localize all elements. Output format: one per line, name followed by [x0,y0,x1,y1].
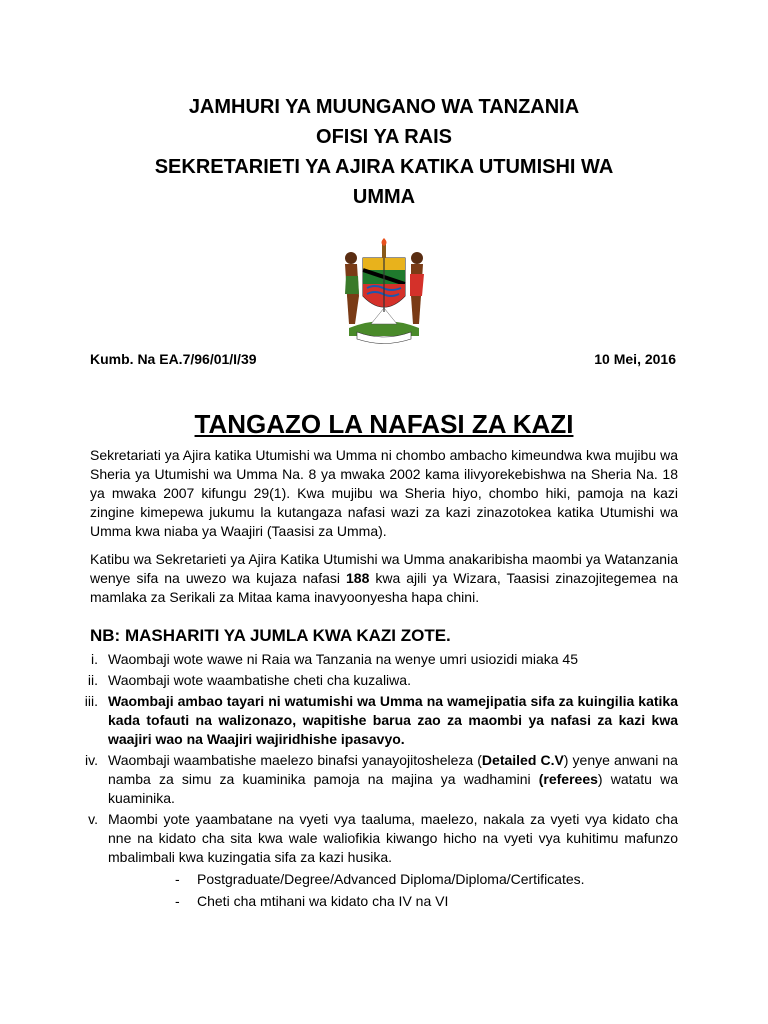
condition-text-d: (referees [538,771,598,787]
condition-item [84,692,678,749]
condition-number: iv. [85,752,98,768]
general-conditions-heading: NB: MASHARITI YA JUMLA KWA KAZI ZOTE. [90,626,451,645]
reference-number: Kumb. Na EA.7/96/01/I/39 [90,351,257,367]
conditions-list [0,650,768,911]
vacancy-count: 188 [346,570,370,586]
condition-text: Waombaji ambao tayari ni watumishi wa Umma na wamejipatia sifa za kuingilia katika kada tofauti na walizonazo, wapitishe barua zao za maombi ya nafasi za kazi kwa waajiri wao na Waajiri wajiridhishe ipasavyo. [108,693,678,747]
condition-item [91,650,678,669]
document-date: 10 Mei, 2016 [594,351,676,367]
header-line-4: UMMA [352,186,416,208]
condition-number: v. [88,811,98,827]
invitation-text-2: kwa ajili ya Wizara, Taasisi zinazojitegemea na mamlaka za Serikali za Mitaa kama inavyoonyesha hapa chini. [90,570,679,605]
condition-item [87,671,678,690]
header-line-2: OFISI YA RAIS [316,126,452,148]
sub-item-text: Cheti cha mtihani wa kidato cha IV na VI [197,893,449,909]
condition-text: Maombi yote yaambatane na vyeti vya taaluma, maelezo, nakala za vyeti vya kidato cha nne na kidato cha sita kwa wale waliofikia kiwango hicho na vyeti vya kuhitimu mafunzo mbalimbali kwa kuzingatia sifa za kazi husika. [108,811,678,865]
condition-item [85,751,678,808]
condition-number: i. [91,651,98,667]
invitation-paragraph [90,550,678,607]
condition-number: ii. [87,672,98,688]
sub-item-text: Postgraduate/Degree/Advanced Diploma/Diploma/Certificates. [197,871,585,887]
coat-of-arms-emblem [329,236,439,346]
invitation-text-1: Katibu wa Sekretarieti ya Ajira Katika Utumishi wa Umma anakaribisha maombi ya Watanzania wenye sifa na uwezo wa kujaza nafasi [90,551,678,586]
condition-text-b: Detailed C.V [481,752,564,768]
condition-text: Waombaji wote waambatishe cheti cha kuzaliwa. [108,672,411,688]
condition-text-c: ) yenye anwani na namba za simu za kuaminika pamoja na majina ya wadhamini [108,752,678,787]
document-title: TANGAZO LA NAFASI ZA KAZI [194,409,574,439]
sub-item [175,892,768,911]
condition-item [88,810,678,867]
sub-item [175,870,768,889]
document-header [0,92,768,212]
sub-item-dash: - [175,871,180,887]
condition-number: iii. [84,693,98,709]
intro-paragraph: Sekretariati ya Ajira katika Utumishi wa Umma ni chombo ambacho kimeundwa kwa mujibu wa Sheria ya Utumishi wa Umma Na. 8 ya mwaka 2002 kama ilivyorekebishwa na Sheria Na. 18 ya mwaka 2007 kifungu 29(1). Kwa mujibu wa Sheria hiyo, chombo hiki, pamoja na kazi zingine kimepewa jukumu la kutangaza nafasi wazi za kazi zinazotokea katika Utumishi wa Umma kwa niaba ya Waajiri (Taasisi za Umma). [90,447,678,539]
header-line-3: SEKRETARIETI YA AJIRA KATIKA UTUMISHI WA [154,156,614,178]
header-line-1: JAMHURI YA MUUNGANO WA TANZANIA [188,96,580,118]
condition-text-a: Waombaji waambatishe maelezo binafsi yanayojitosheleza ( [108,752,482,768]
sub-item-dash: - [175,893,180,909]
condition-text-e: ) watatu wa kuaminika. [108,771,678,806]
condition-text: Waombaji wote wawe ni Raia wa Tanzania na wenye umri usiozidi miaka 45 [108,651,579,667]
